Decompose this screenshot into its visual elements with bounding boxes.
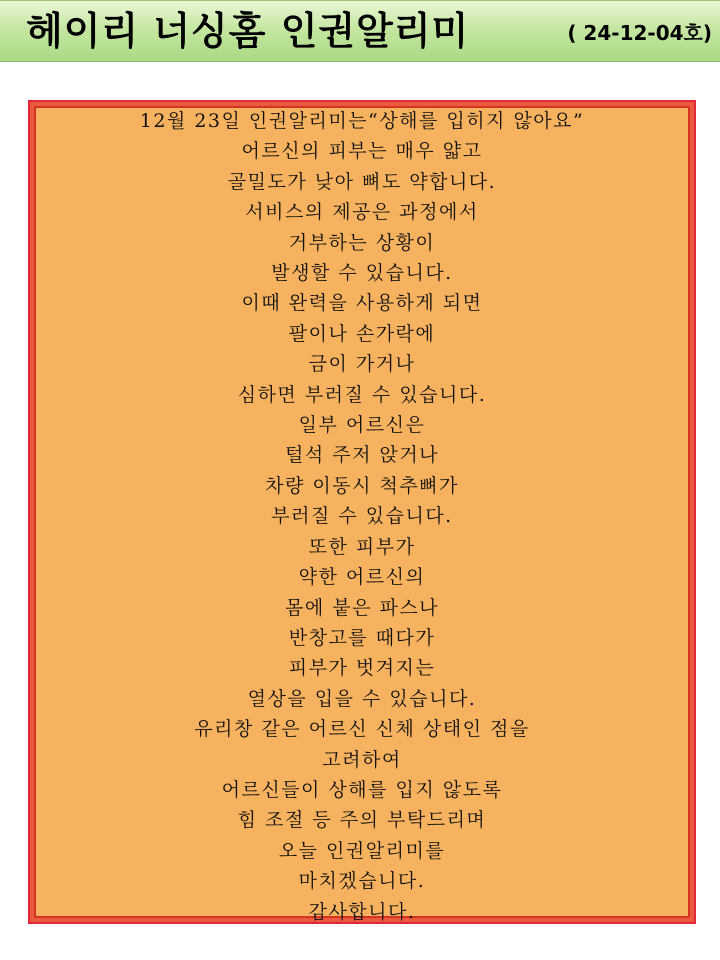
notice-panel (28, 100, 696, 924)
notice-line: 발생할 수 있습니다. (271, 262, 453, 285)
notice-line: 털석 주저 앉거나 (284, 444, 440, 467)
notice-line: 반창고를 때다가 (288, 626, 436, 649)
notice-line: 열상을 입을 수 있습니다. (247, 687, 477, 710)
notice-line: 마치겠습니다. (298, 870, 426, 893)
notice-line: 금이 가거나 (308, 353, 416, 376)
notice-line: 몸에 붙은 파스나 (284, 596, 440, 619)
notice-line: 힘 조절 등 주의 부탁드리며 (237, 809, 487, 832)
notice-line: 일부 어르신은 (298, 414, 426, 437)
notice-line: 유리창 같은 어르신 신체 상태인 점을 (194, 718, 530, 741)
header-banner (0, 0, 720, 62)
notice-line: 서비스의 제공은 과정에서 (245, 201, 479, 224)
notice-line: 피부가 벗겨지는 (288, 657, 436, 680)
notice-line: 차량 이동시 척추뼈가 (265, 474, 459, 497)
notice-line: 부러질 수 있습니다. (271, 505, 453, 528)
notice-line: 심하면 부러질 수 있습니다. (237, 383, 487, 406)
notice-line: 어르신들이 상해를 입지 않도록 (221, 778, 503, 801)
notice-line: 어르신의 피부는 매우 얇고 (241, 140, 483, 163)
notice-line: 고려하여 (322, 748, 402, 771)
notice-line: 감사합니다. (308, 900, 416, 923)
issue-number: ( 24-12-04호) (567, 21, 712, 45)
notice-line: 오늘 인권알리미를 (278, 839, 446, 862)
notice-line: 골밀도가 낮아 뼈도 약합니다. (227, 170, 497, 193)
notice-line: 거부하는 상황이 (288, 231, 436, 254)
notice-line: 12월 23일 인권알리미는“상해를 입히지 않아요” (139, 110, 585, 132)
notice-line: 약한 어르신의 (298, 566, 426, 589)
notice-line: 팔이나 손가락에 (288, 322, 436, 345)
page-title: 헤이리 너싱홈 인권알리미 (26, 9, 470, 53)
notice-line: 또한 피부가 (308, 535, 416, 558)
notice-text (30, 106, 694, 927)
notice-line: 이때 완력을 사용하게 되면 (241, 292, 483, 315)
